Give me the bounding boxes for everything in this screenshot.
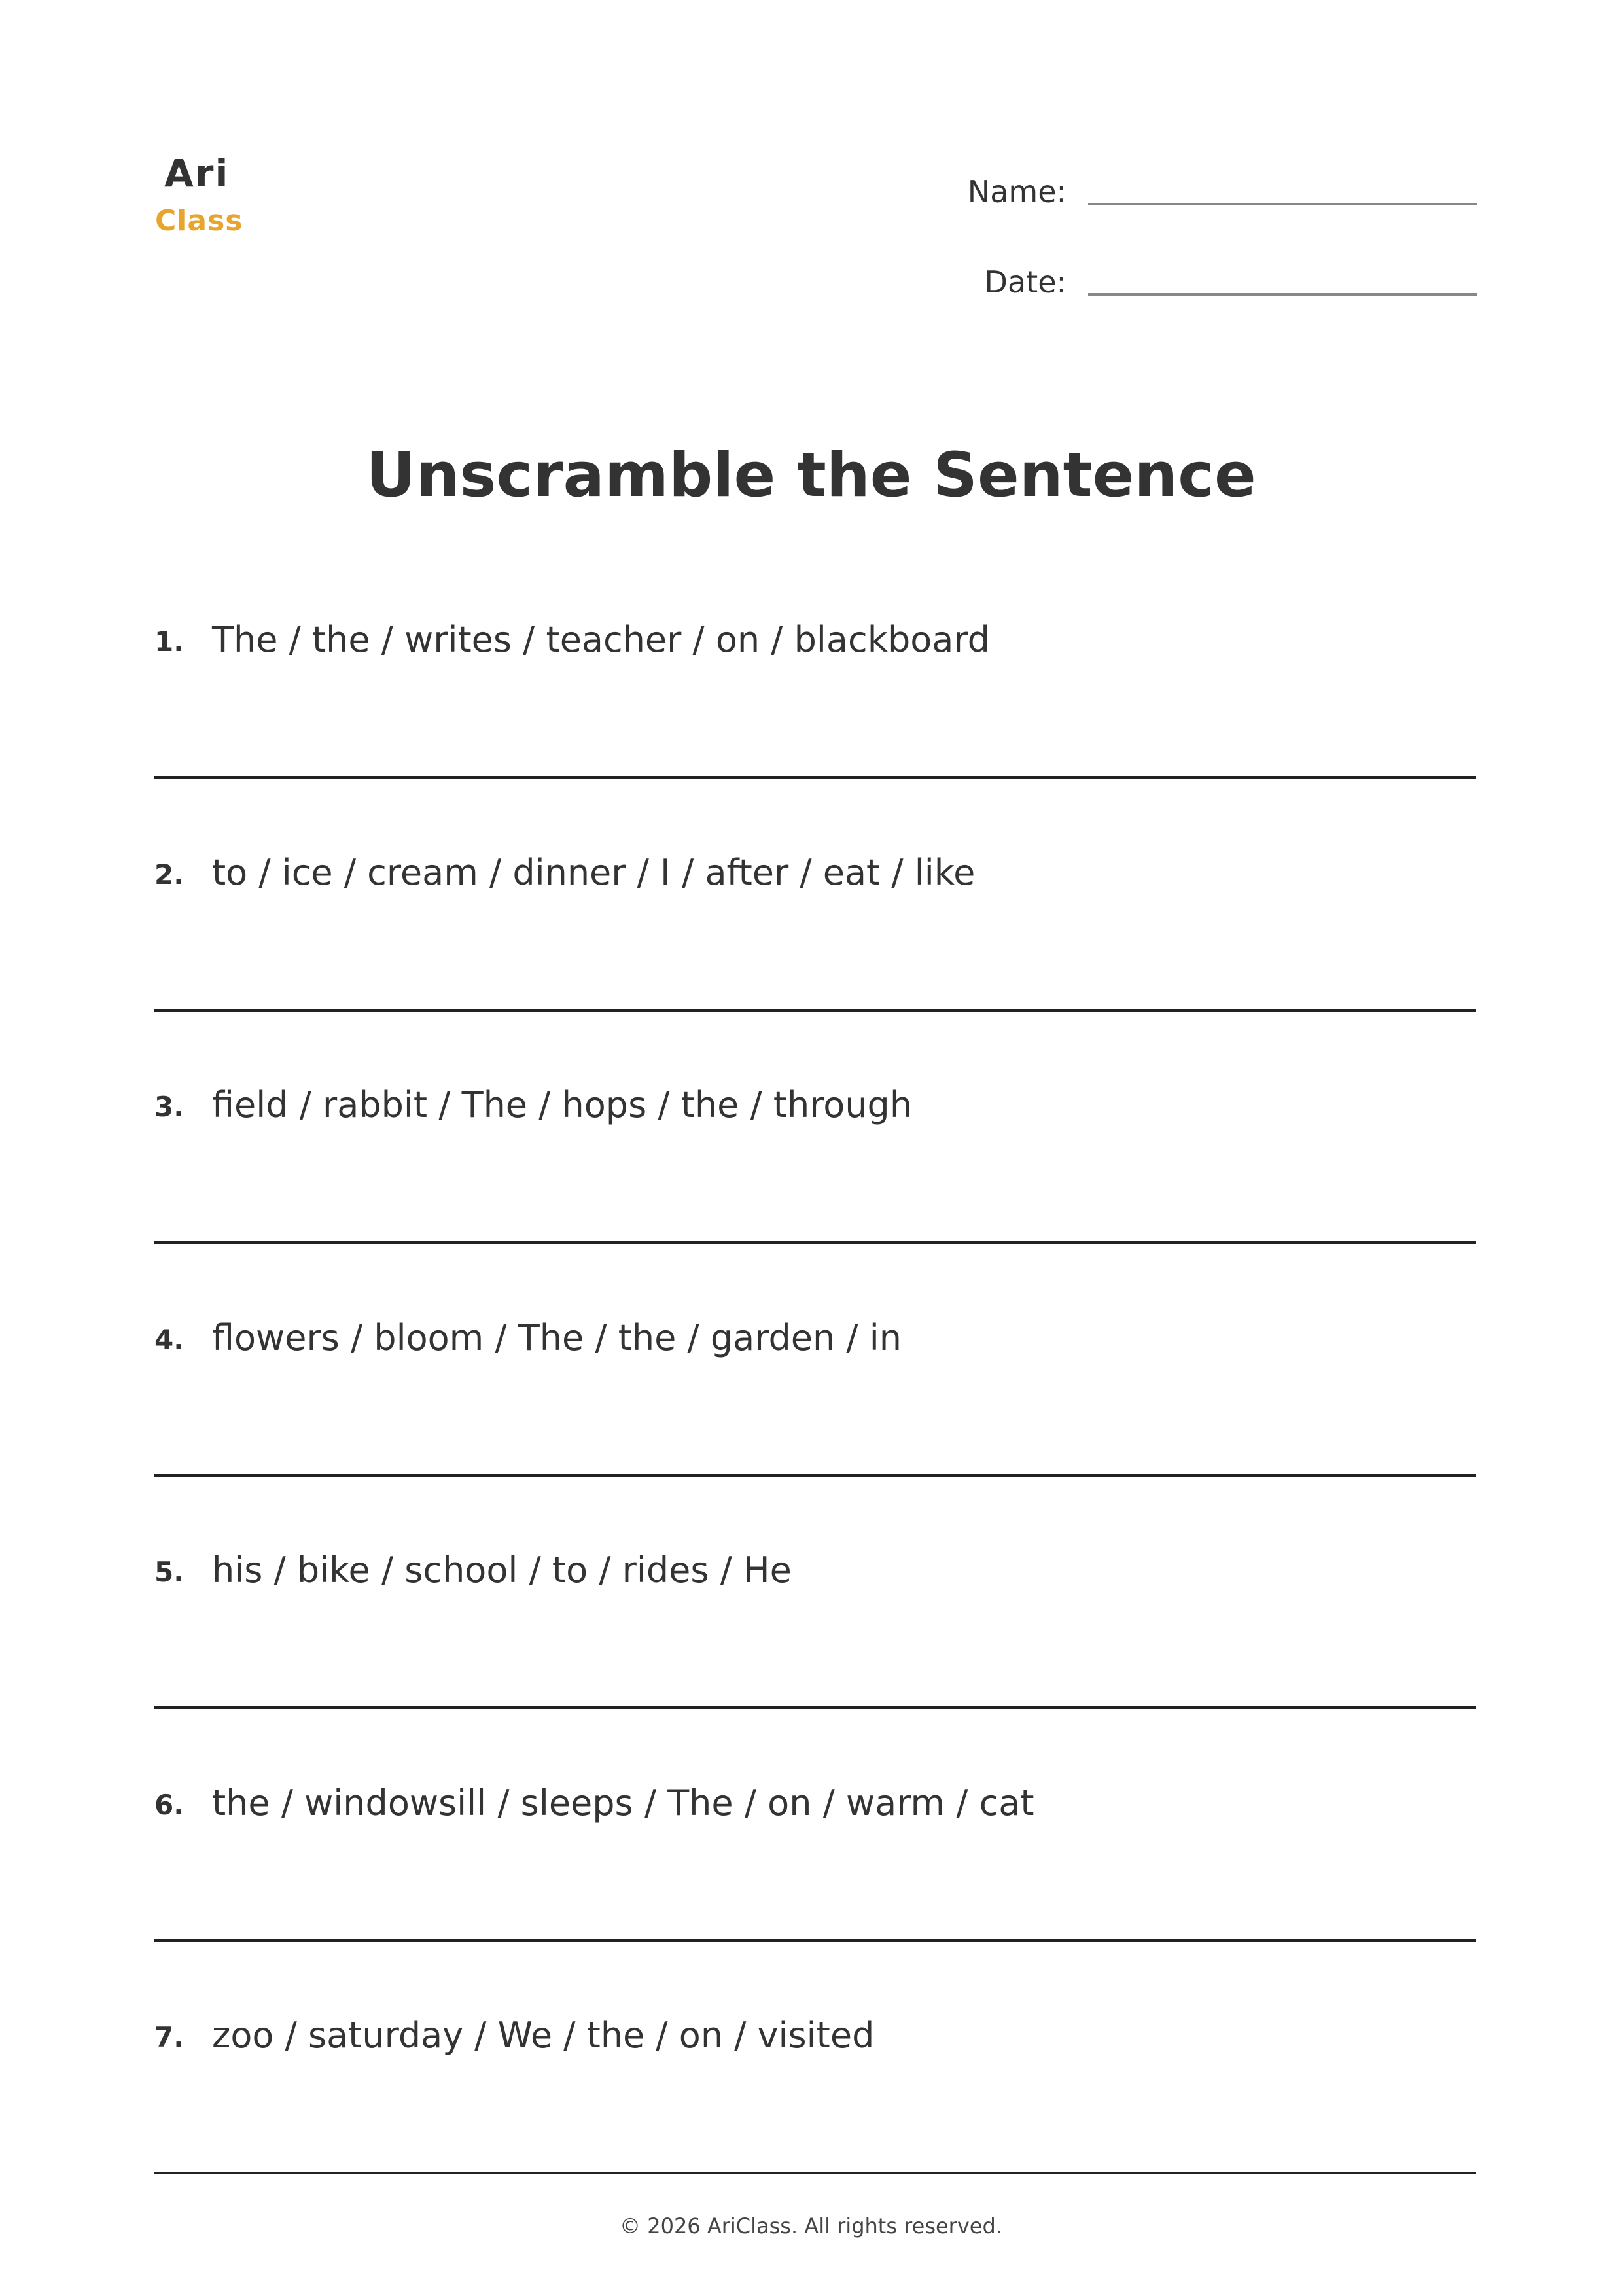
- exercise-item-1: [154, 619, 1479, 815]
- name-write-line[interactable]: [1088, 203, 1477, 205]
- scrambled-sentence: field / rabbit / The / hops / the / through: [212, 1084, 913, 1125]
- exercise-item-6: [154, 1782, 1479, 1979]
- exercise-item-5: [154, 1549, 1479, 1746]
- logo-text-class: Class: [155, 204, 243, 238]
- item-number: 6.: [154, 1789, 185, 1821]
- exercise-item-2: [154, 852, 1479, 1048]
- date-label: Date:: [984, 264, 1067, 300]
- answer-line[interactable]: [154, 1009, 1476, 1012]
- answer-line[interactable]: [154, 1939, 1476, 1942]
- scrambled-sentence: zoo / saturday / We / the / on / visited: [212, 2015, 875, 2056]
- answer-line[interactable]: [154, 1241, 1476, 1244]
- copyright-footer: © 2026 AriClass. All rights reserved.: [620, 2214, 1002, 2238]
- answer-line[interactable]: [154, 1706, 1476, 1709]
- date-field[interactable]: [916, 254, 1479, 306]
- name-label: Name:: [967, 174, 1067, 209]
- answer-line[interactable]: [154, 776, 1476, 779]
- item-number: 5.: [154, 1556, 185, 1588]
- item-number: 1.: [154, 626, 185, 658]
- name-field[interactable]: [916, 164, 1479, 216]
- scrambled-sentence: to / ice / cream / dinner / I / after / eat / like: [212, 852, 976, 893]
- date-write-line[interactable]: [1088, 293, 1477, 296]
- answer-line[interactable]: [154, 2172, 1476, 2174]
- scrambled-sentence: flowers / bloom / The / the / garden / in: [212, 1317, 902, 1358]
- exercise-item-7: [154, 2015, 1479, 2211]
- item-number: 4.: [154, 1324, 185, 1356]
- scrambled-sentence: the / windowsill / sleeps / The / on / warm / cat: [212, 1782, 1034, 1824]
- worksheet-title: Unscramble the Sentence: [366, 440, 1256, 511]
- answer-line[interactable]: [154, 1474, 1476, 1477]
- ariclass-logo: [152, 151, 283, 246]
- item-number: 3.: [154, 1091, 185, 1123]
- exercise-item-4: [154, 1317, 1479, 1513]
- scrambled-sentence: his / bike / school / to / rides / He: [212, 1549, 792, 1591]
- item-number: 7.: [154, 2021, 185, 2053]
- scrambled-sentence: The / the / writes / teacher / on / blackboard: [212, 619, 990, 660]
- logo-text-ari: Ari: [164, 151, 230, 196]
- item-number: 2.: [154, 858, 185, 891]
- exercise-item-3: [154, 1084, 1479, 1280]
